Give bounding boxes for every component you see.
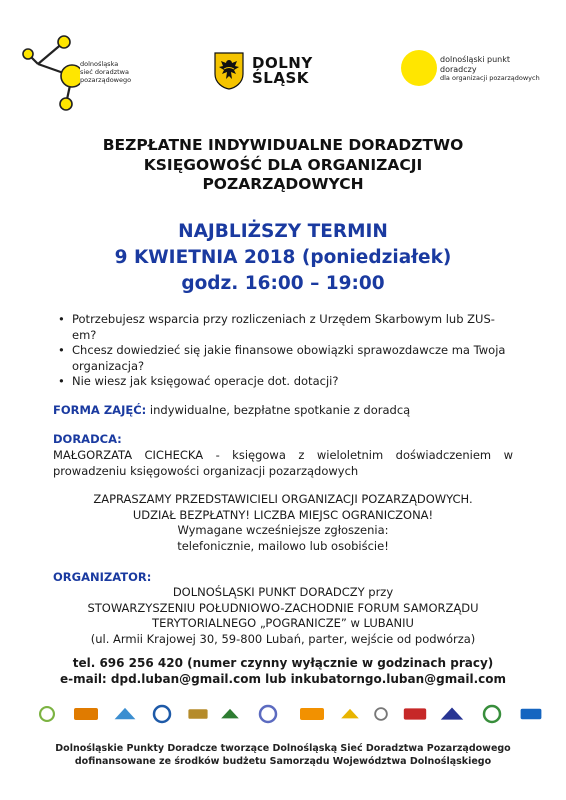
- partner-logo-circle-icon: [339, 703, 361, 725]
- dolny-slask-logo: [214, 52, 324, 94]
- list-item: • Chcesz dowiedzieć się jakie finansowe obowiązki sprawozdawcze ma Twoja organizacja?: [58, 343, 518, 374]
- term-heading: NAJBLIŻSZY TERMIN: [178, 221, 388, 242]
- forma-zajec: [53, 403, 523, 418]
- title-line: KSIĘGOWOŚĆ DLA ORGANIZACJI: [143, 155, 423, 174]
- partner-logo-merkury-icon: [475, 703, 509, 725]
- slask-line: ŚLĄSK: [252, 69, 309, 87]
- dolny-slask-wordmark: [252, 56, 313, 86]
- term-date: 9 KWIETNIA 2018 (poniedziałek): [114, 247, 452, 268]
- partner-logo-inkubator-icon: [250, 703, 286, 725]
- invitation: [40, 492, 526, 554]
- email-line[interactable]: e-mail: dpd.luban@gmail.com lub inkubatorngo.luban@gmail.com: [59, 672, 506, 686]
- list-item: • Potrzebujesz wsparcia przy rozliczeniach z Urzędem Skarbowym lub ZUS-em?: [58, 312, 518, 343]
- term-hours: godz. 16:00 – 19:00: [181, 273, 385, 294]
- footer-note: [20, 742, 546, 768]
- organizator-line: DOLNOŚLĄSKI PUNKT DORADCZY przy: [172, 585, 394, 599]
- list-item: • Nie wiesz jak księgować operacje dot. dotacji?: [58, 374, 518, 390]
- network-logo-text: [80, 60, 131, 84]
- organizator-line: (ul. Armii Krajowej 30, 59-800 Lubań, parter, wejście od podwórza): [90, 631, 476, 646]
- invite-line: Wymagane wcześniejsze zgłoszenia:: [177, 523, 389, 537]
- partner-logos: [34, 700, 544, 728]
- partner-logo-ring-icon: [370, 703, 392, 725]
- punkt-line: doradczy: [440, 64, 477, 74]
- title-line: POZARZĄDOWYCH: [202, 175, 364, 193]
- partner-logo-fundacja-sit-icon: [295, 703, 329, 725]
- partner-logo-fundacja-icon: [69, 703, 103, 725]
- footer-line: Dolnośląskie Punkty Doradcze tworzące Dolnośląską Sieć Doradztwa Pozarządowego: [55, 743, 511, 754]
- partner-logo-fdd-icon: [401, 703, 429, 725]
- partner-logo-bird-icon: [34, 703, 60, 725]
- next-term: [40, 219, 526, 297]
- forma-text: indywidualne, bezpłatne spotkanie z doradcą: [149, 403, 411, 417]
- header: [0, 0, 566, 120]
- organizator-text: [40, 585, 526, 647]
- doradca-text: MAŁGORZATA CICHECKA - księgowa z wieloletnim doświadczeniem w prowadzeniu księgowości organizacji pozarządowych: [53, 448, 513, 478]
- network-logo-icon: [20, 34, 80, 114]
- question-list: [58, 312, 518, 390]
- organizator-label: ORGANIZATOR:: [53, 570, 152, 584]
- dolny-line: DOLNY: [252, 54, 313, 72]
- partner-logo-crest-icon: [186, 703, 210, 725]
- footer-line: dofinansowane ze środków budżetu Samorządu Województwa Dolnośląskiego: [74, 756, 492, 767]
- partner-logo-olimpia-icon: [112, 703, 138, 725]
- forma-label: FORMA ZAJĘĆ:: [53, 403, 147, 417]
- invite-line: telefonicznie, mailowo lub osobiście!: [177, 538, 389, 553]
- doradca-label: DORADCA:: [53, 432, 122, 446]
- contact-info: [40, 655, 526, 687]
- phone-line: tel. 696 256 420 (numer czynny wyłącznie w godzinach pracy): [72, 656, 494, 670]
- network-line: sieć doradztwa: [80, 68, 129, 76]
- title-line: BEZPŁATNE INDYWIDUALNE DORADZTWO: [102, 136, 464, 154]
- network-line: dolnośląska: [80, 60, 119, 68]
- page-title: [40, 136, 526, 195]
- eagle-crest-icon: [214, 52, 244, 90]
- partner-logo-people-icon: [219, 703, 241, 725]
- punkt-subline: dla organizacji pozarządowych: [440, 74, 540, 82]
- punkt-line: dolnośląski punkt: [440, 55, 511, 64]
- partner-logo-eh-icon: [147, 703, 177, 725]
- organizator-line: STOWARZYSZENIU POŁUDNIOWO-ZACHODNIE FORUM SAMORZĄDU: [87, 600, 479, 615]
- organizator-line: TERYTORIALNEGO „POGRANICZE” w LUBANIU: [152, 616, 414, 630]
- punkt-logo-circle-icon: [401, 50, 437, 86]
- punkt-logo-text: [440, 55, 540, 84]
- partner-logo-wave-icon: [518, 703, 544, 725]
- network-line: pozarządowego: [80, 76, 132, 84]
- partner-logo-house-icon: [438, 703, 466, 725]
- invite-line: ZAPRASZAMY PRZEDSTAWICIELI ORGANIZACJI POZARZĄDOWYCH.: [93, 492, 473, 506]
- invite-line: UDZIAŁ BEZPŁATNY! LICZBA MIEJSC OGRANICZONA!: [132, 507, 434, 522]
